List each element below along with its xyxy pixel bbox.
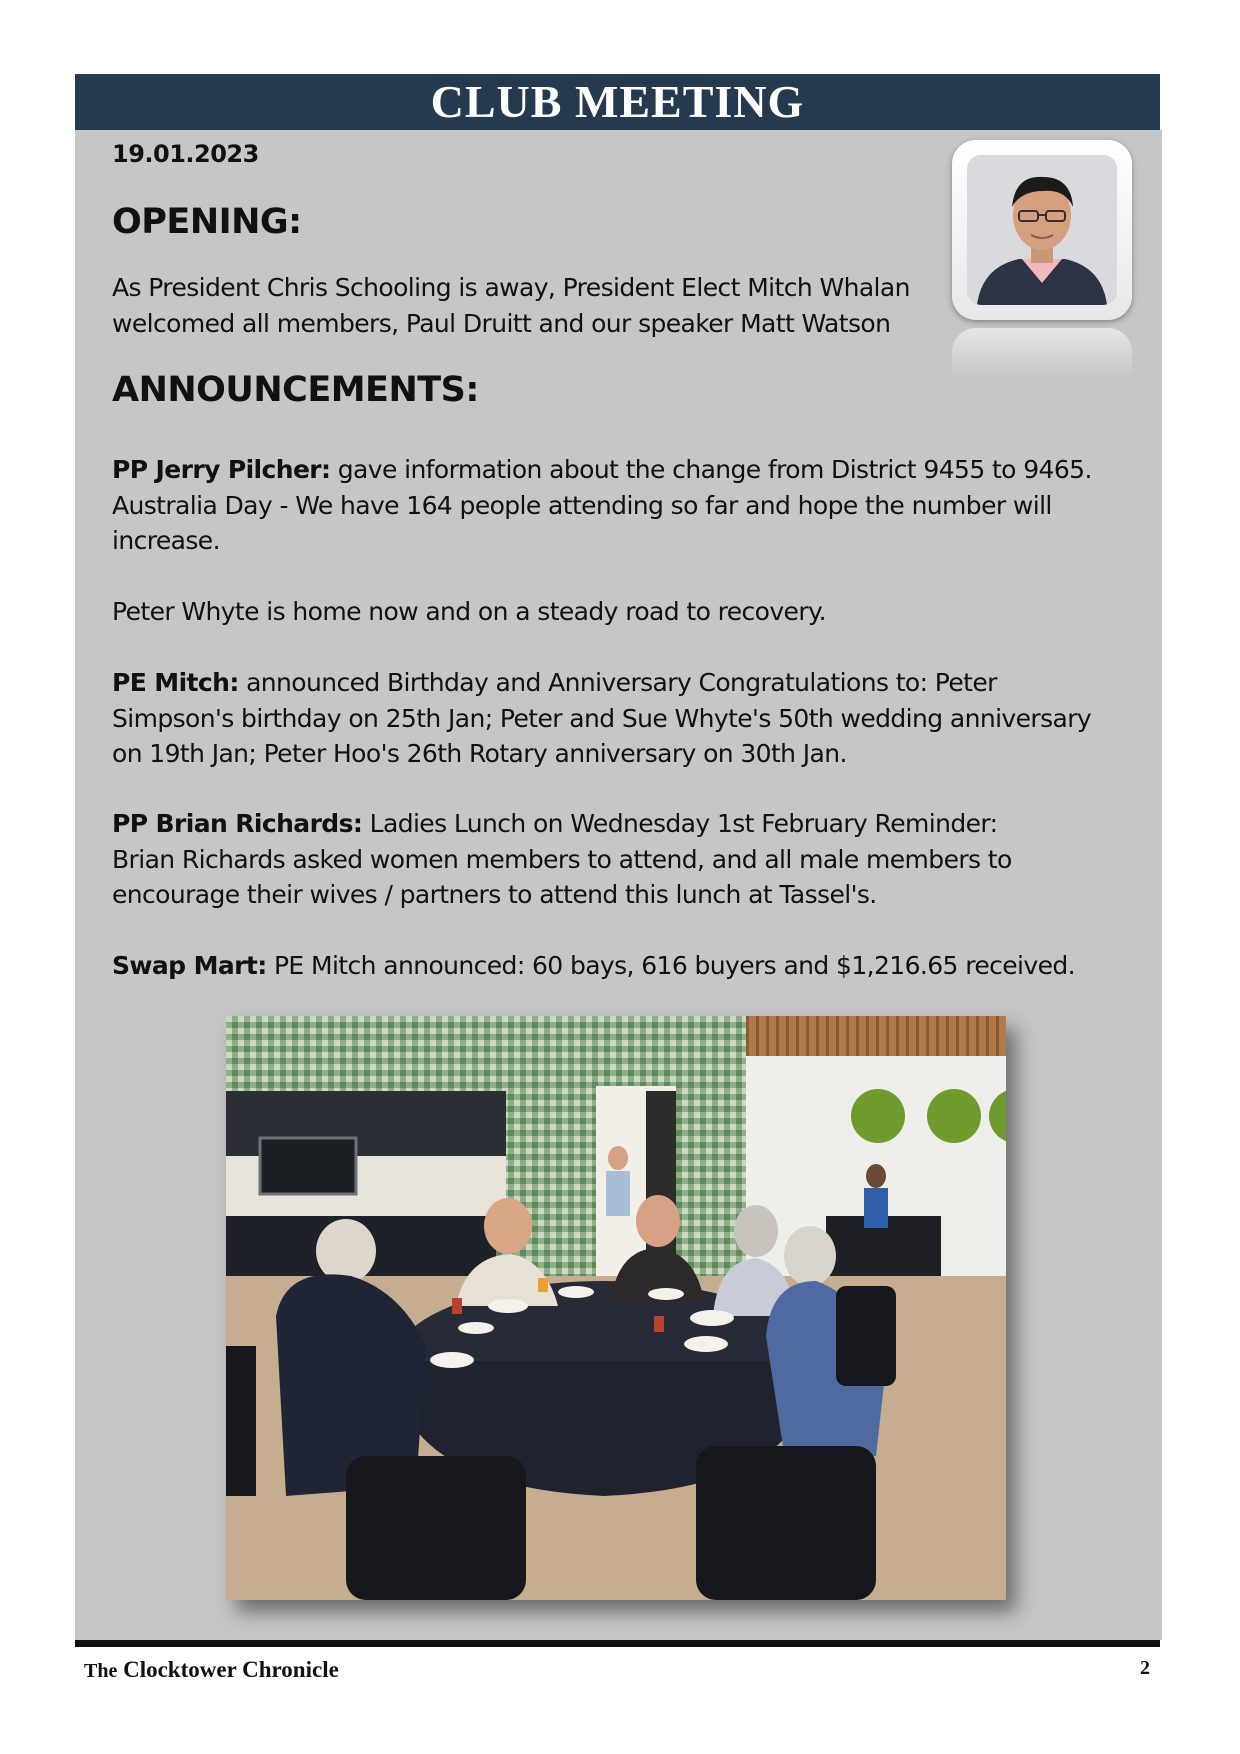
announcement-text: PE Mitch announced: 60 bays, 616 buyers and $1,216.65 received. xyxy=(266,951,1075,980)
publication-name: The Clocktower Chronicle xyxy=(84,1657,339,1682)
announcement-lead: PP Jerry Pilcher: xyxy=(112,455,331,484)
announcement-mitch xyxy=(112,665,1122,772)
meeting-date: 19.01.2023 xyxy=(112,140,259,168)
announcement-swap-mart xyxy=(112,948,1122,984)
announcement-text: announced Birthday and Anniversary Congratulations to: Peter Simpson's birthday on 25th Jan; Peter and Sue Whyte's 50th wedding anniversary on 19th Jan; Peter Hoo's 26th Rotary anniversary on 30th Jan. xyxy=(112,668,1092,768)
speaker-portrait-photo xyxy=(967,155,1117,305)
announcement-peter xyxy=(112,594,1122,630)
opening-heading: OPENING: xyxy=(112,202,302,242)
announcements-heading: ANNOUNCEMENTS: xyxy=(112,370,479,410)
page-title: CLUB MEETING xyxy=(75,74,1160,130)
announcement-text: Peter Whyte is home now and on a steady road to recovery. xyxy=(112,597,826,626)
announcement-text: Ladies Lunch on Wednesday 1st February Reminder: xyxy=(362,809,998,838)
footer-rule xyxy=(75,1640,1160,1647)
announcement-lead: PP Brian Richards: xyxy=(112,809,363,838)
announcement-jerry xyxy=(112,452,1122,559)
announcement-text: gave information about the change from District 9455 to 9465. Australia Day - We have 164 people attending so far and hope the number will increase. xyxy=(112,455,1092,555)
portrait-reflection xyxy=(952,328,1132,378)
speaker-portrait-frame xyxy=(952,140,1132,320)
opening-text: As President Chris Schooling is away, President Elect Mitch Whalan welcomed all members, Paul Druitt and our speaker Matt Watson xyxy=(112,273,910,338)
announcement-brian xyxy=(112,806,1122,913)
announcement-lead: Swap Mart: xyxy=(112,951,267,980)
announcement-text-continued: Brian Richards asked women members to attend, and all male members to encourage their wives / partners to attend this lunch at Tassel's. xyxy=(112,844,1012,909)
meeting-photo xyxy=(226,1016,1006,1600)
announcement-lead: PE Mitch: xyxy=(112,668,239,697)
page-number: 2 xyxy=(1140,1657,1150,1679)
